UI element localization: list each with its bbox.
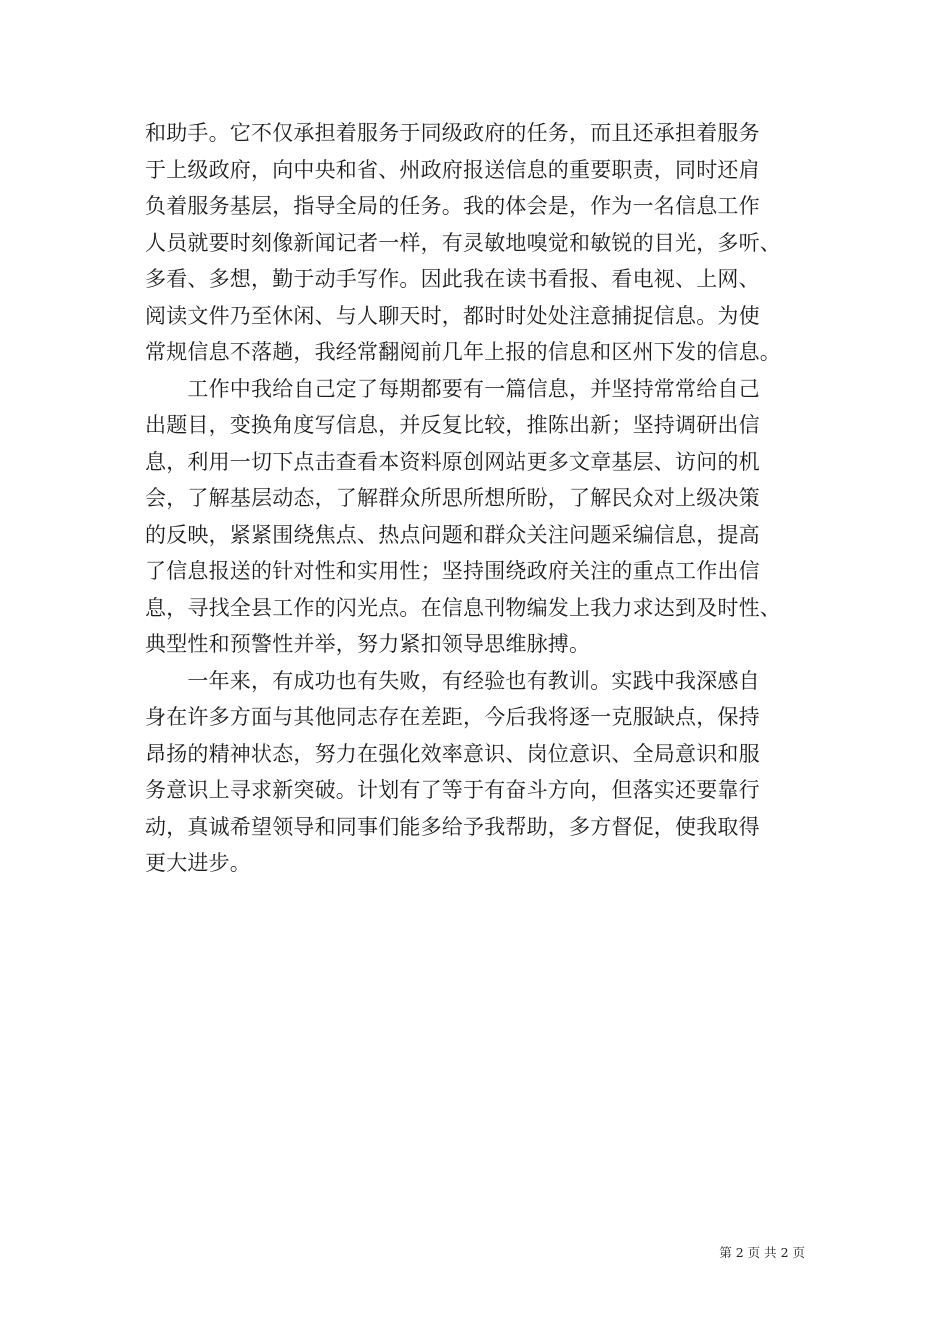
text-line: 负着服务基层，指导全局的任务。我的体会是，作为一名信息工作 xyxy=(145,194,760,218)
text-line: 多看、多想，勤于动手写作。因此我在读书看报、看电视、上网、 xyxy=(145,267,760,291)
text-line: 出题目，变换角度写信息，并反复比较，推陈出新；坚持调研出信 xyxy=(145,413,760,437)
text-line: 和助手。它不仅承担着服务于同级政府的任务，而且还承担着服务 xyxy=(145,121,760,145)
text-line: 常规信息不落趟，我经常翻阅前几年上报的信息和区州下发的信息。 xyxy=(145,340,781,364)
paragraph-start-line: 工作中我给自己定了每期都要有一篇信息，并坚持常常给自己 xyxy=(145,376,760,401)
text-line: 息，寻找全县工作的闪光点。在信息刊物编发上我力求达到及时性、 xyxy=(145,595,781,620)
text-line: 的反映，紧紧围绕焦点、热点问题和群众关注问题采编信息，提高 xyxy=(145,522,760,547)
text-line: 务意识上寻求新突破。计划有了等于有奋斗方向，但落实还要靠行 xyxy=(145,778,760,802)
text-line: 典型性和预警性并举，努力紧扣领导思维脉搏。 xyxy=(145,632,591,656)
text-line: 人员就要时刻像新闻记者一样，有灵敏地嗅觉和敏锐的目光，多听、 xyxy=(145,230,781,255)
page-number-footer: 第 2 页 共 2 页 xyxy=(719,1245,805,1260)
text-line: 会，了解基层动态，了解群众所思所想所盼，了解民众对上级决策 xyxy=(145,486,760,510)
paragraph-start-line: 一年来，有成功也有失败，有经验也有教训。实践中我深感自 xyxy=(145,668,760,693)
text-line: 动，真诚希望领导和同事们能多给予我帮助，多方督促，使我取得 xyxy=(145,814,760,839)
text-line: 于上级政府，向中央和省、州政府报送信息的重要职责，同时还肩 xyxy=(145,157,760,182)
text-line: 昂扬的精神状态，努力在强化效率意识、岗位意识、全局意识和服 xyxy=(145,741,760,766)
text-line: 息，利用一切下点击查看本资料原创网站更多文章基层、访问的机 xyxy=(145,449,760,474)
text-line: 更大进步。 xyxy=(145,851,251,875)
text-line: 阅读文件乃至休闲、与人聊天时，都时时处处注意捕捉信息。为使 xyxy=(145,303,760,328)
text-line: 了信息报送的针对性和实用性；坚持围绕政府关注的重点工作出信 xyxy=(145,559,760,583)
text-line: 身在许多方面与其他同志存在差距，今后我将逐一克服缺点，保持 xyxy=(145,705,760,729)
body-text xyxy=(145,115,825,882)
